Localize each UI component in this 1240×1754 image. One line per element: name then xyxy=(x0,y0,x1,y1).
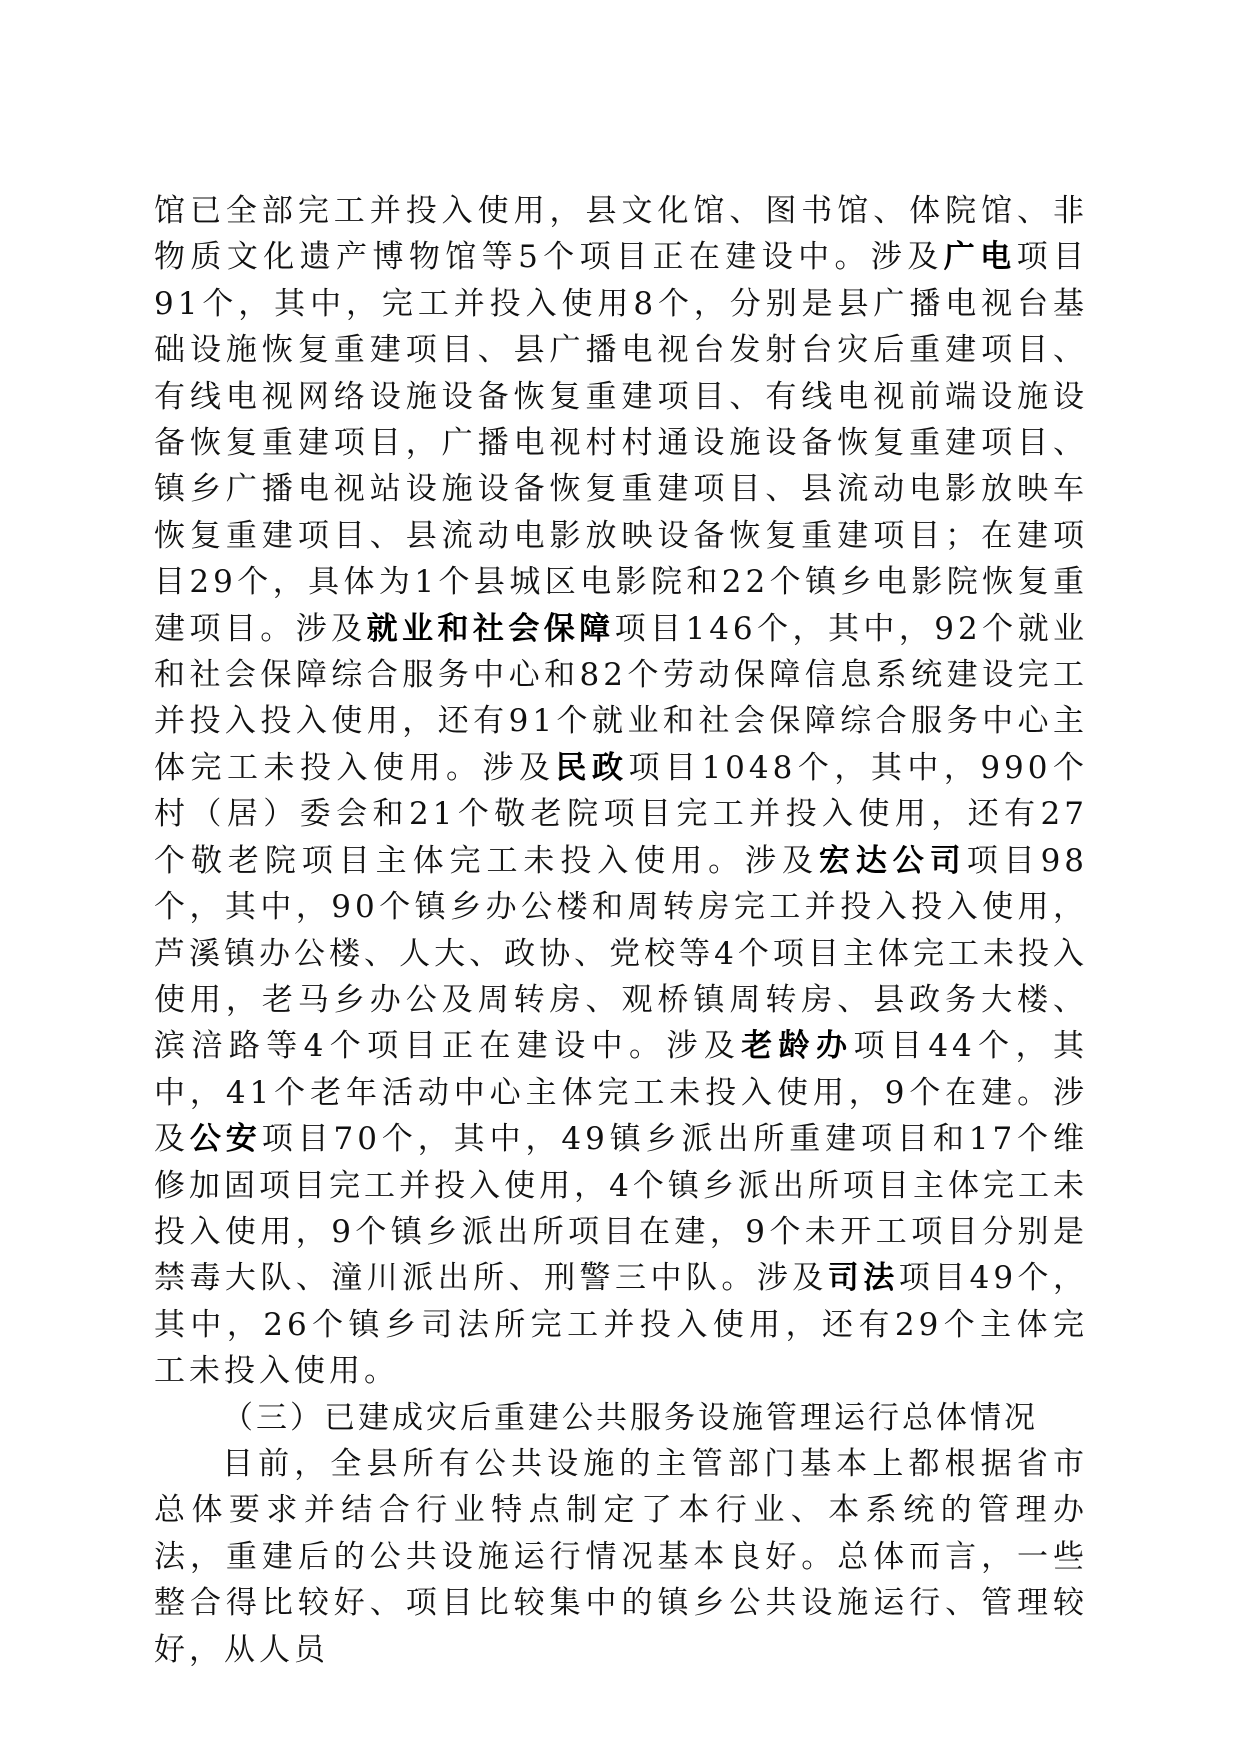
text-segment: 项目98个，其中，90个镇乡办公楼和周转房完工并投入投入使用，芦溪镇办公楼、人大、政协、党校等4个项目主体完工未投入使用，老马乡办公及周转房、观桥镇周转房、县政务大楼、滨涪路等4个项目正在建设中。涉及 xyxy=(154,842,1089,1065)
text-segment: 项目70个，其中，49镇乡派出所重建项目和17个维修加固项目完工并投入使用，4个镇乡派出所项目主体完工未投入使用，9个镇乡派出所项目在建，9个未开工项目分别是禁毒大队、潼川派出所、刑警三中队。涉及 xyxy=(154,1121,1089,1297)
keyword-civil-affairs: 民政 xyxy=(555,749,629,786)
text-segment: 项目44个，其中，41个老年活动中心主体完工未投入使用，9个在建。涉及 xyxy=(154,1028,1088,1158)
keyword-justice: 司法 xyxy=(827,1260,899,1297)
keyword-aging-office: 老龄办 xyxy=(741,1028,854,1065)
keyword-broadcast: 广电 xyxy=(943,239,1017,276)
text-segment: 项目49个，其中，26个镇乡司法所完工并投入使用，还有29个主体完工未投入使用。 xyxy=(154,1260,1089,1390)
keyword-hongda-company: 宏达公司 xyxy=(818,842,967,879)
text-segment: 项目1048个，其中，990个村（居）委会和21个敬老院项目完工并投入使用，还有27个敬老院项目主体完工未投入使用。涉及 xyxy=(154,749,1089,879)
text-segment: 项目91个，其中，完工并投入使用8个，分别是县广播电视台基础设施恢复重建项目、县广播电视台发射台灾后重建项目、有线电视网络设施设备恢复重建项目、有线电视前端设施设备恢复重建项目，广播电视村村通设施设备恢复重建项目、镇乡广播电视站设施设备恢复重建项目、县流动电影放映车恢复重建项目、县流动电影放映设备恢复重建项目；在建项目29个，具体为1个县城区电影院和22个镇乡电影院恢复重建项目。涉及 xyxy=(154,239,1089,647)
text-segment: 馆已全部完工并投入使用，县文化馆、图书馆、体院馆、非物质文化遗产博物馆等5个项目正在建设中。涉及 xyxy=(154,193,1088,276)
section-heading: （三）已建成灾后重建公共服务设施管理运行总体情况 xyxy=(222,1399,1038,1436)
keyword-public-security: 公安 xyxy=(189,1121,262,1158)
body-text xyxy=(154,188,1088,1673)
paragraph-project-status xyxy=(154,188,1088,1395)
paragraph-management: 目前，全县所有公共设施的主管部门基本上都根据省市总体要求并结合行业特点制定了本行业、本系统的管理办法，重建后的公共设施运行情况基本良好。总体而言，一些整合得比较好、项目比较集中的镇乡公共设施运行、管理较好，从人员 xyxy=(154,1445,1088,1668)
text-segment: 项目146个，其中，92个就业和社会保障综合服务中心和82个劳动保障信息系统建设完工并投入投入使用，还有91个就业和社会保障综合服务中心主体完工未投入使用。涉及 xyxy=(154,610,1088,786)
keyword-employment: 就业和社会保障 xyxy=(366,610,615,647)
